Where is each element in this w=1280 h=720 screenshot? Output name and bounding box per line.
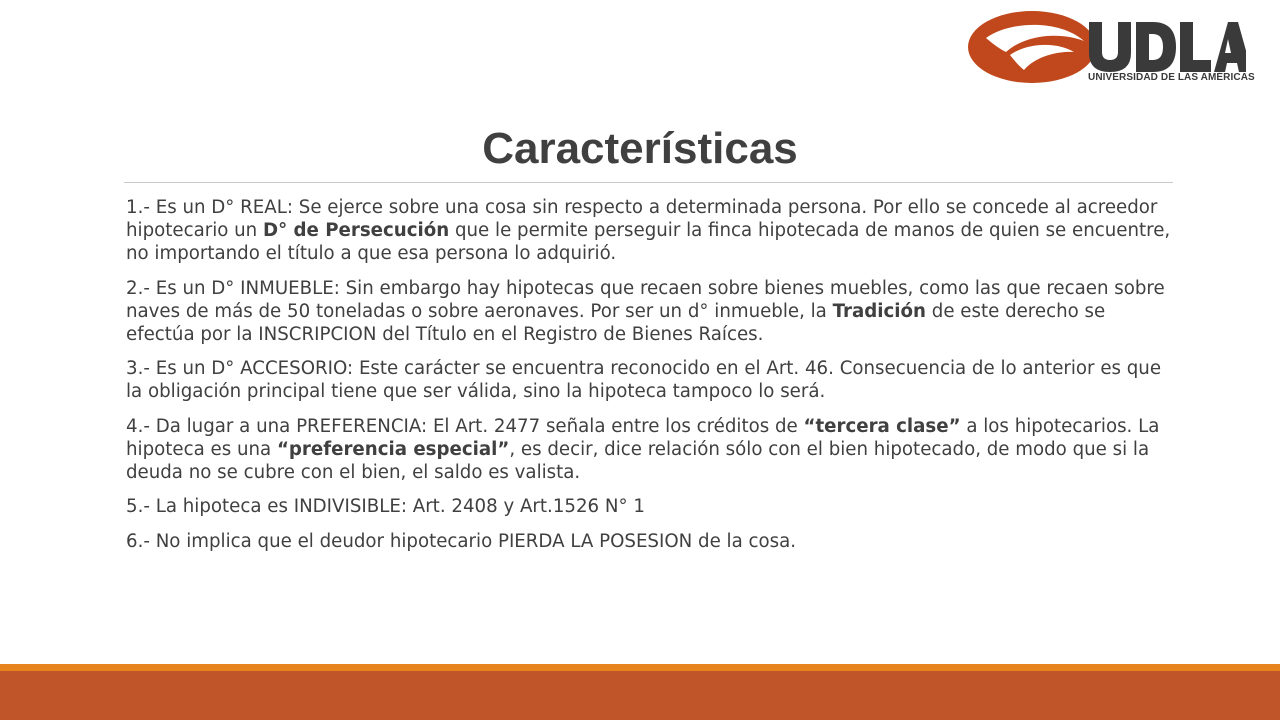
slide-title: Características [482, 124, 798, 173]
paragraph-4-text-end: , es decir, dice relación sólo con el bien hipotecado, de modo que si la deuda no se cubre con el bien, el saldo es valista. [126, 438, 1150, 483]
paragraph-4-text-mid: a los hipotecarios. La hipoteca es una [126, 415, 1160, 460]
logo-subtitle: UNIVERSIDAD DE LAS AMÉRICAS [1088, 72, 1255, 83]
footer-accent-stripe [0, 664, 1280, 671]
paragraph-4-bold-2: “preferencia especial” [276, 438, 510, 460]
paragraph-3 [126, 357, 1176, 403]
udla-emblem-icon [968, 11, 1096, 83]
paragraph-2-text-end: de este derecho se efectúa por la INSCRIPCION del Título en el Registro de Bienes Raíces. [126, 300, 1106, 345]
paragraph-5 [126, 495, 1176, 518]
paragraph-4-bold-1: “tercera clase” [803, 415, 961, 437]
footer-band [0, 671, 1280, 720]
paragraph-1 [126, 196, 1176, 265]
paragraph-1-text: 1.- Es un D° REAL: Se ejerce sobre una cosa sin respecto a determinada persona. Por ello se concede al acreedor hipotecario un [126, 197, 1158, 241]
paragraph-2-text: 2.- Es un D° INMUEBLE: Sin embargo hay hipotecas que recaen sobre bienes muebles, como las que recaen sobre naves de más de 50 toneladas o sobre aeronaves. Por ser un d° inmueble, la [126, 277, 1165, 322]
paragraph-2-bold: Tradición [832, 300, 926, 322]
slide-body [126, 196, 1176, 564]
paragraph-1-bold: D° de Persecución [263, 220, 450, 241]
paragraph-6 [126, 530, 1176, 553]
title-divider [124, 182, 1173, 183]
paragraph-4 [126, 415, 1176, 484]
paragraph-1-text-end: que le permite perseguir la finca hipotecada de manos de quien se encuentre, no importando el título a que esa persona lo adquirió. [126, 220, 1171, 264]
paragraph-3-text: 3.- Es un D° ACCESORIO: Este carácter se encuentra reconocido en el Art. 46. Consecuencia de lo anterior es que la obligación principal tiene que ser válida, sino la hipoteca tampoco lo será. [126, 358, 1162, 402]
paragraph-2 [126, 277, 1176, 346]
udla-wordmark-icon [1089, 22, 1246, 72]
paragraph-4-text: 4.- Da lugar a una PREFERENCIA: El Art. 2477 señala entre los créditos de [126, 415, 804, 437]
paragraph-6-text: 6.- No implica que el deudor hipotecario PIERDA LA POSESION de la cosa. [126, 530, 797, 552]
paragraph-5-text: 5.- La hipoteca es INDIVISIBLE: Art. 2408 y Art.1526 N° 1 [126, 496, 645, 517]
